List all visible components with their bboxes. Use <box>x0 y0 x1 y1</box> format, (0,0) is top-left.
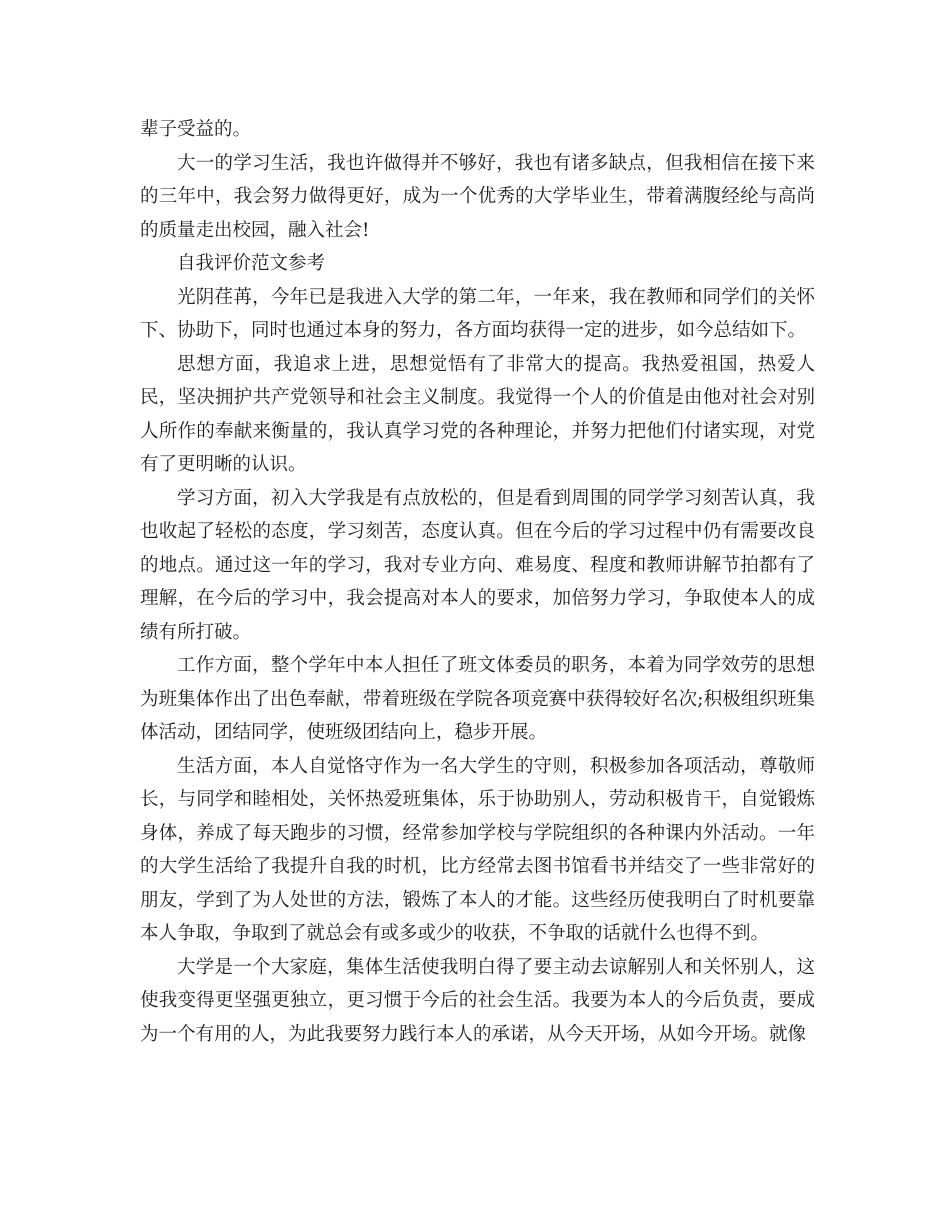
document-body <box>140 113 815 1051</box>
paragraph: 思想方面，我追求上进，思想觉悟有了非常大的提高。我热爱祖国，热爱人民，坚决拥护共产党领导和社会主义制度。我觉得一个人的价值是由他对社会对别人所作的奉献来衡量的，我认真学习党的各种理论，并努力把他们付诸实现，对党有了更明晰的认识。 <box>140 353 815 475</box>
paragraph: 辈子受益的。 <box>140 119 252 140</box>
paragraph: 大一的学习生活，我也许做得并不够好，我也有诸多缺点，但我相信在接下来的三年中，我会努力做得更好，成为一个优秀的大学毕业生，带着满腹经纶与高尚的质量走出校园，融入社会! <box>140 152 815 241</box>
section-heading: 自我评价范文参考 <box>177 253 326 274</box>
paragraph: 学习方面，初入大学我是有点放松的，但是看到周围的同学学习刻苦认真，我也收起了轻松的态度，学习刻苦，态度认真。但在今后的学习过程中仍有需要改良的地点。通过这一年的学习，我对专业方向、难易度、程度和教师讲解节拍都有了理解，在今后的学习中，我会提高对本人的要求，加倍努力学习，争取使本人的成绩有所打破。 <box>140 487 815 643</box>
paragraph: 生活方面，本人自觉恪守作为一名大学生的守则，积极参加各项活动，尊敬师长，与同学和睦相处，关怀热爱班集体，乐于协助别人，劳动积极肯干，自觉锻炼身体，养成了每天跑步的习惯，经常参加学校与学院组织的各种课内外活动。一年的大学生活给了我提升自我的时机，比方经常去图书馆看书并结交了一些非常好的朋友，学到了为人处世的方法，锻炼了本人的才能。这些经历使我明白了时机要靠本人争取，争取到了就总会有或多或少的收获，不争取的话就什么也得不到。 <box>140 755 815 944</box>
paragraph: 光阴荏苒，今年已是我进入大学的第二年，一年来，我在教师和同学们的关怀下、协助下，同时也通过本身的努力，各方面均获得一定的进步，如今总结如下。 <box>140 286 815 341</box>
paragraph: 大学是一个大家庭，集体生活使我明白得了要主动去谅解别人和关怀别人，这使我变得更坚强更独立，更习惯于今后的社会生活。我要为本人的今后负责，要成为一个有用的人，为此我要努力践行本人的承诺，从今天开场，从如今开场。就像 <box>140 956 815 1045</box>
paragraph: 工作方面，整个学年中本人担任了班文体委员的职务，本着为同学效劳的思想为班集体作出了出色奉献，带着班级在学院各项竞赛中获得较好名次;积极组织班集体活动，团结同学，使班级团结向上，稳步开展。 <box>140 655 815 743</box>
